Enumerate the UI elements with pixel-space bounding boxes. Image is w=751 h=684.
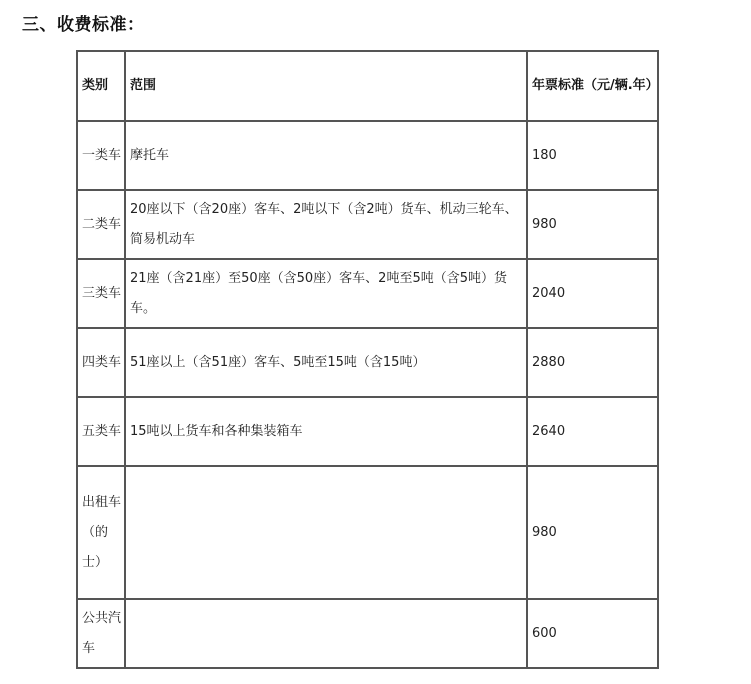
row-category: 一类车 <box>77 121 125 190</box>
row-scope: 51座以上（含51座）客车、5吨至15吨（含15吨） <box>125 328 527 397</box>
fee-standard-table <box>76 50 659 669</box>
row-fee: 980 <box>527 466 658 599</box>
table-row <box>77 190 658 259</box>
table-row <box>77 259 658 328</box>
section-title: 三、收费标准： <box>22 15 145 35</box>
row-category: 五类车 <box>77 397 125 466</box>
row-category: 公共汽车 <box>77 599 125 668</box>
header-scope: 范围 <box>125 51 527 121</box>
row-category: 二类车 <box>77 190 125 259</box>
header-fee: 年票标准（元/辆.年） <box>527 51 658 121</box>
table-row <box>77 397 658 466</box>
row-fee: 2640 <box>527 397 658 466</box>
header-category: 类别 <box>77 51 125 121</box>
table-row <box>77 121 658 190</box>
row-scope: 21座（含21座）至50座（含50座）客车、2吨至5吨（含5吨）货车。 <box>125 259 527 328</box>
row-scope: 20座以下（含20座）客车、2吨以下（含2吨）货车、机动三轮车、简易机动车 <box>125 190 527 259</box>
table-row <box>77 328 658 397</box>
row-scope: 摩托车 <box>125 121 527 190</box>
row-fee: 180 <box>527 121 658 190</box>
row-category: 四类车 <box>77 328 125 397</box>
row-fee: 2880 <box>527 328 658 397</box>
row-fee: 2040 <box>527 259 658 328</box>
row-fee: 600 <box>527 599 658 668</box>
table-row <box>77 466 658 599</box>
row-scope <box>125 599 527 668</box>
row-category: 出租车（的士） <box>77 466 125 599</box>
table-header-row <box>77 51 658 121</box>
row-scope: 15吨以上货车和各种集装箱车 <box>125 397 527 466</box>
row-category: 三类车 <box>77 259 125 328</box>
row-fee: 980 <box>527 190 658 259</box>
table-row <box>77 599 658 668</box>
row-scope <box>125 466 527 599</box>
